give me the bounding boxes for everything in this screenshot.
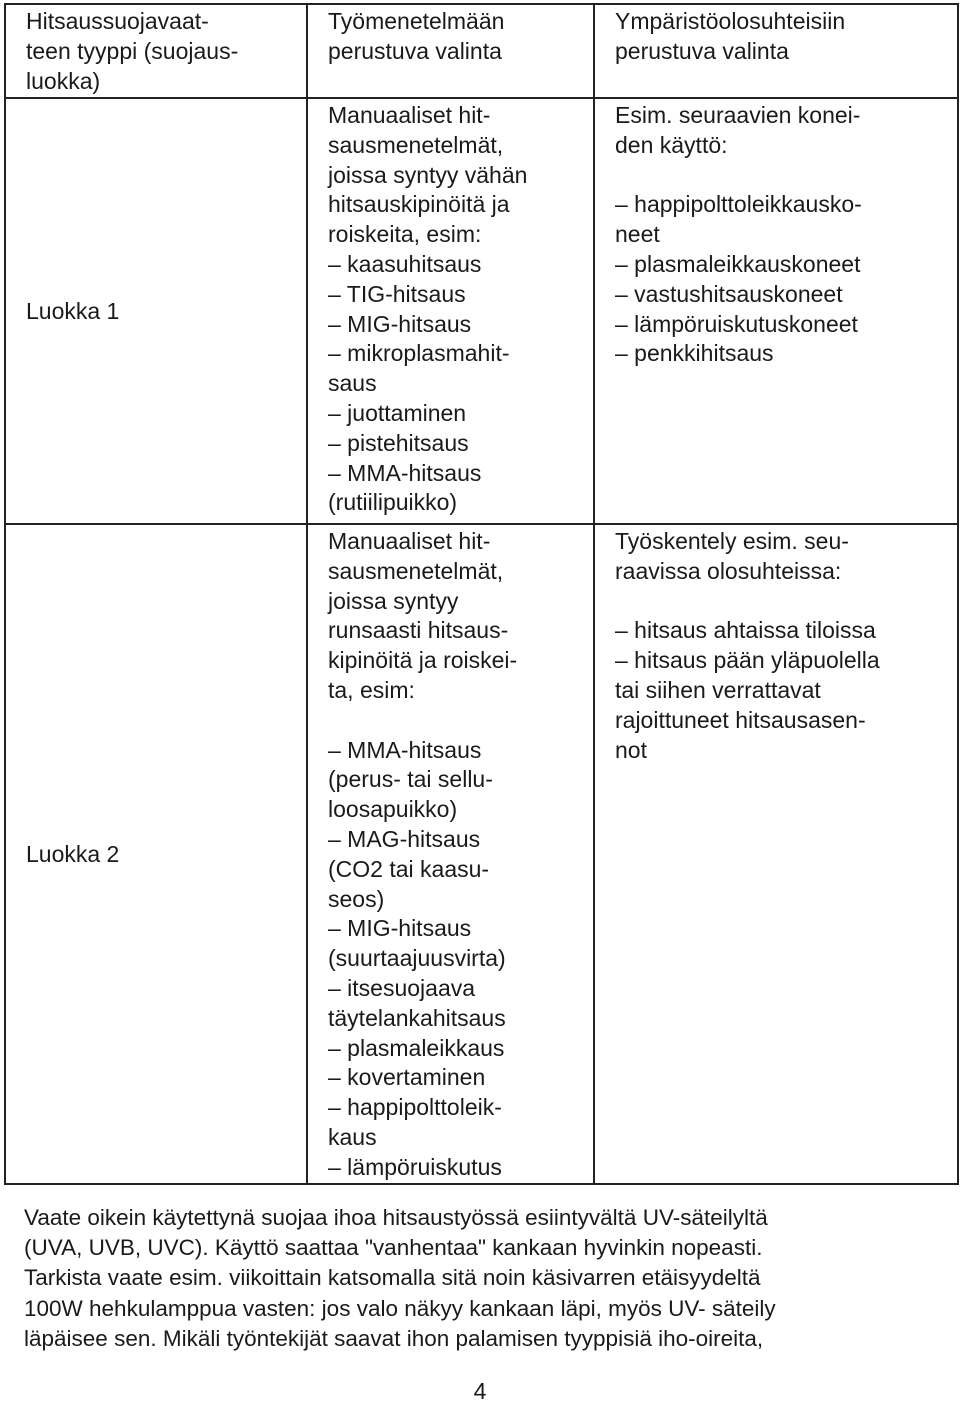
class-1-environment-cell bbox=[594, 98, 958, 524]
table-header-row bbox=[5, 4, 958, 98]
class-1-method-text bbox=[328, 101, 585, 518]
header-method-based bbox=[307, 4, 594, 98]
cell-line: seos) bbox=[328, 885, 385, 912]
class-2-method-text bbox=[328, 527, 585, 1183]
cell-line: teen tyyppi (suojaus- bbox=[26, 37, 239, 64]
cell-line: joissa syntyy bbox=[328, 587, 459, 614]
class-2-method-cell bbox=[307, 524, 594, 1184]
protection-class-table bbox=[4, 3, 959, 1185]
cell-line: saus bbox=[328, 370, 377, 397]
cell-line: (rutiilipuikko) bbox=[328, 489, 458, 516]
cell-line: – itsesuojaava bbox=[328, 974, 476, 1001]
cell-line: – juottaminen bbox=[328, 399, 467, 426]
cell-line: tai siihen verrattavat bbox=[615, 676, 821, 703]
class-2-environment-text bbox=[615, 527, 949, 765]
cell-line: luokka) bbox=[26, 67, 101, 94]
cell-line: – vastushitsauskoneet bbox=[615, 280, 843, 307]
header-environment-based bbox=[594, 4, 958, 98]
class-1-label bbox=[26, 297, 298, 327]
header-garment-type bbox=[5, 4, 307, 98]
cell-line: – lämpöruiskutuskoneet bbox=[615, 310, 858, 337]
cell-line: – hitsaus pään yläpuolella bbox=[615, 647, 880, 674]
cell-line: sausmenetelmät, bbox=[328, 131, 504, 158]
page-number: 4 bbox=[473, 1378, 487, 1404]
cell-line: – plasmaleikkaus bbox=[328, 1034, 505, 1061]
cell-line: perustuva valinta bbox=[615, 37, 789, 64]
class-1-method-cell bbox=[307, 98, 594, 524]
cell-line: – penkkihitsaus bbox=[615, 340, 774, 367]
cell-line: – kovertaminen bbox=[328, 1064, 486, 1091]
class-2-label bbox=[26, 840, 298, 870]
cell-line: – MIG-hitsaus bbox=[328, 915, 472, 942]
cell-line: perustuva valinta bbox=[328, 37, 502, 64]
cell-line: – happipolttoleikkausko- bbox=[615, 191, 862, 218]
cell-line: – mikroplasmahit- bbox=[328, 340, 510, 367]
cell-line: (suurtaajuusvirta) bbox=[328, 945, 506, 972]
cell-line: – kaasuhitsaus bbox=[328, 250, 482, 277]
cell-line: Esim. seuraavien konei- bbox=[615, 102, 861, 128]
table-row bbox=[5, 524, 958, 1184]
cell-line: – MAG-hitsaus bbox=[328, 825, 481, 852]
cell-line: rajoittuneet hitsausasen- bbox=[615, 706, 866, 733]
cell-line: – MMA-hitsaus bbox=[328, 736, 482, 763]
cell-line: – hitsaus ahtaissa tiloissa bbox=[615, 617, 876, 644]
cell-line: Luokka 2 bbox=[26, 840, 120, 867]
cell-line: Hitsaussuojavaat- bbox=[26, 8, 209, 34]
cell-line: – happipolttoleik- bbox=[328, 1094, 502, 1121]
cell-line: not bbox=[615, 736, 647, 763]
cell-line: – TIG-hitsaus bbox=[328, 280, 466, 307]
cell-line: runsaasti hitsaus- bbox=[328, 617, 509, 644]
table-row bbox=[5, 98, 958, 524]
cell-line: neet bbox=[615, 221, 660, 248]
cell-line: sausmenetelmät, bbox=[328, 557, 504, 584]
cell-line: kipinöitä ja roiskei- bbox=[328, 647, 518, 674]
cell-line: hitsauskipinöitä ja bbox=[328, 191, 510, 218]
cell-line: – pistehitsaus bbox=[328, 429, 469, 456]
header-garment-type-text bbox=[26, 7, 298, 96]
cell-line: (perus- tai sellu- bbox=[328, 766, 493, 793]
cell-line: – MIG-hitsaus bbox=[328, 310, 472, 337]
class-1-cell bbox=[5, 98, 307, 524]
cell-line: (CO2 tai kaasu- bbox=[328, 855, 490, 882]
cell-line: kaus bbox=[328, 1123, 377, 1150]
cell-line: ta, esim: bbox=[328, 676, 415, 703]
class-2-cell bbox=[5, 524, 307, 1184]
cell-line: Ympäristöolosuhteisiin bbox=[615, 8, 846, 34]
header-environment-based-text bbox=[615, 7, 949, 67]
cell-line: den käyttö: bbox=[615, 131, 728, 158]
header-method-based-text bbox=[328, 7, 585, 67]
cell-line: – lämpöruiskutus bbox=[328, 1153, 502, 1180]
class-2-environment-cell bbox=[594, 524, 958, 1184]
cell-line: loosapuikko) bbox=[328, 796, 458, 823]
cell-line: raavissa olosuhteissa: bbox=[615, 557, 842, 584]
cell-line: Manuaaliset hit- bbox=[328, 102, 491, 128]
cell-line: täytelankahitsaus bbox=[328, 1004, 506, 1031]
cell-line: Manuaaliset hit- bbox=[328, 528, 491, 554]
cell-line: – plasmaleikkauskoneet bbox=[615, 250, 861, 277]
body-paragraph: Vaate oikein käytettynä suojaa ihoa hitsaustyössä esiintyvältä UV-säteilyltä (UVA, UVB, UVC). Käyttö saattaa "vanhentaa" kankaan hyvinkin nopeasti. Tarkista vaate esim. viikoittain katsomalla sitä noin käsivarren etäisyydeltä 100W hehkulamppua vasten: jos valo näkyy kankaan läpi, myös UV- säteily läpäisee sen. Mikäli työntekijät saavat ihon palamisen tyyppisiä iho-oireita, bbox=[24, 1205, 776, 1351]
cell-line: roiskeita, esim: bbox=[328, 221, 482, 248]
cell-line: joissa syntyy vähän bbox=[328, 161, 528, 188]
cell-line: Työskentely esim. seu- bbox=[615, 528, 849, 554]
cell-line: Työmenetelmään bbox=[328, 8, 505, 34]
cell-line: Luokka 1 bbox=[26, 298, 120, 325]
class-1-environment-text bbox=[615, 101, 949, 369]
cell-line: – MMA-hitsaus bbox=[328, 459, 482, 486]
